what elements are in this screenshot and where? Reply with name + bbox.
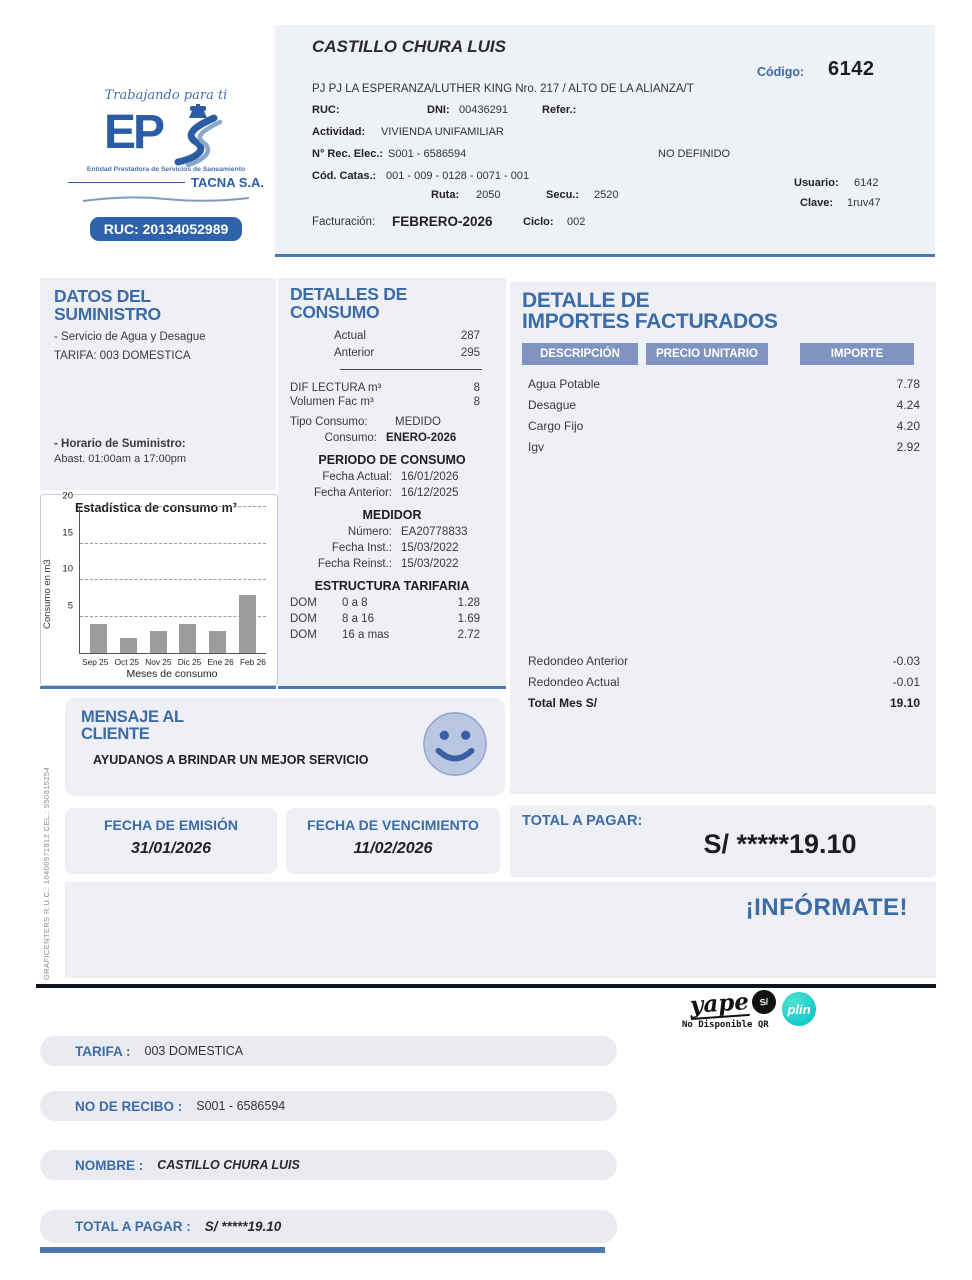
actividad-value: VIVIENDA UNIFAMILIAR: [381, 126, 504, 138]
fecha-anterior-value: 16/12/2025: [401, 486, 459, 499]
codigo-value: 6142: [828, 58, 875, 80]
consumo-value: ENERO-2026: [386, 431, 457, 444]
tipo-value: MEDIDO: [395, 415, 441, 428]
chart-bar: [179, 624, 196, 653]
numero-label: Número:: [347, 525, 392, 538]
anterior-value: 295: [460, 346, 480, 359]
tipo-consumo-row: [290, 416, 494, 428]
clave-value: 1ruv47: [847, 197, 881, 209]
reading-divider: [340, 369, 482, 370]
redondeo-actual-value: -0.01: [892, 675, 920, 689]
dif-lectura-row: [290, 382, 494, 394]
chart-ytick-label: 20: [62, 490, 73, 502]
consumption-chart: [40, 490, 278, 686]
row-desc: Cargo Fijo: [528, 418, 584, 433]
reading-anterior-row: [290, 347, 494, 359]
due-date-label: FECHA DE VENCIMIENTO: [307, 817, 479, 833]
row-importe: 2.92: [896, 439, 920, 454]
billed-title-line2: IMPORTES FACTURADOS: [522, 310, 778, 334]
chart-xticks: [79, 657, 269, 667]
row-desc: Igv: [528, 439, 545, 454]
footer-total-value: S/ *****19.10: [204, 1219, 282, 1234]
fecha-actual-row: [290, 471, 494, 483]
company-logo: [62, 88, 270, 241]
redondeo-actual-row: [522, 675, 924, 689]
chart-xtick-label: Oct 25: [114, 657, 140, 667]
ciclo-value: 002: [567, 216, 586, 228]
fecha-inst-row: [290, 542, 494, 554]
tarifa-row: [290, 597, 494, 609]
logo-company-name: TACNA S.A.: [191, 175, 264, 190]
vol-label: Volumen Fac m³: [290, 395, 374, 408]
billed-amounts-title: [522, 290, 924, 333]
refer-label: Refer.:: [542, 104, 577, 116]
facturacion-label: Facturación:: [312, 216, 376, 228]
chart-xlabel: Meses de consumo: [126, 668, 218, 680]
plin-logo: plin: [782, 992, 816, 1026]
supply-data-title: [54, 288, 262, 324]
footer-recibo-value: S001 - 6586594: [196, 1099, 286, 1113]
smiley-face-icon: [421, 710, 489, 783]
service-type: - Servicio de Agua y Desague: [54, 330, 206, 343]
footer-bar-total: [40, 1210, 617, 1243]
dni-label: DNI:: [427, 104, 450, 116]
chart-ytick-label: 5: [67, 600, 73, 611]
qr-unavailable-note: No Disponible QR: [682, 1020, 769, 1030]
yape-badge-icon: S/: [750, 988, 777, 1015]
redondeo-anterior-label: Redondeo Anterior: [528, 654, 629, 668]
tarifa-tipo: DOM: [290, 628, 317, 641]
chart-xtick-label: Dic 25: [177, 657, 202, 667]
logo-subtitle: Entidad Prestadora de Servicios de Saneamiento: [86, 166, 246, 173]
tarifa-tipo: DOM: [290, 612, 317, 625]
redondeo-anterior-value: -0.03: [892, 654, 920, 668]
estructura-title: ESTRUCTURA TARIFARIA: [314, 578, 470, 593]
horario-label: - Horario de Suministro:: [54, 437, 186, 450]
periodo-title: PERIODO DE CONSUMO: [318, 452, 466, 467]
table-row: [522, 440, 924, 454]
footer-nombre-label: NOMBRE :: [75, 1157, 144, 1173]
footer-nombre-value: CASTILLO CHURA LUIS: [157, 1158, 300, 1172]
total-to-pay-value: S/ *****19.10: [703, 829, 857, 859]
supply-data-panel: [40, 278, 276, 490]
informate-band: [65, 882, 936, 978]
total-mes-label: Total Mes S/: [528, 696, 598, 710]
total-to-pay-panel: [510, 805, 936, 877]
consumo-label: Consumo:: [324, 431, 377, 444]
row-importe: 4.20: [896, 418, 920, 433]
usuario-value: 6142: [854, 177, 879, 189]
supply-title-line1: DATOS DEL: [54, 286, 151, 306]
tarifa-row: [290, 629, 494, 641]
consumo-mes-row: [290, 432, 494, 444]
rounding-block: [522, 647, 924, 710]
clave-label: Clave:: [800, 197, 834, 209]
bottom-blue-strip: [40, 1247, 605, 1253]
actual-label: Actual: [334, 329, 366, 342]
actual-value: 287: [460, 329, 480, 342]
table-row: [522, 419, 924, 433]
chart-bar: [150, 631, 167, 653]
consumption-title-line2: CONSUMO: [290, 301, 380, 322]
customer-header-panel: [275, 25, 935, 257]
footer-total-label: TOTAL A PAGAR :: [75, 1219, 191, 1234]
tarifa-rango: 16 a mas: [342, 628, 390, 641]
informate-text: ¡INFÓRMATE!: [745, 894, 908, 921]
emission-date-label: FECHA DE EMISIÓN: [103, 817, 239, 833]
vol-value: 8: [473, 395, 480, 408]
customer-message-panel: [65, 698, 505, 796]
faucet-water-icon: [162, 104, 228, 173]
fecha-anterior-row: [290, 487, 494, 499]
reading-actual-row: [290, 330, 494, 342]
fecha-actual-label: Fecha Actual:: [322, 470, 392, 483]
chart-xtick-label: Feb 26: [239, 657, 266, 667]
chart-xtick-label: Nov 25: [145, 657, 172, 667]
numero-value: EA20778833: [401, 525, 468, 538]
tarifa-precio: 1.69: [457, 612, 480, 625]
chart-ytick-label: 15: [62, 527, 73, 538]
cod-catas-value: 001 - 009 - 0128 - 0071 - 001: [386, 170, 530, 182]
chart-title: Estadística de consumo m³: [75, 501, 237, 515]
dni-value: 00436291: [459, 104, 508, 116]
anterior-label: Anterior: [334, 346, 375, 359]
supply-title-line2: SUMINISTRO: [54, 303, 161, 324]
logo-slogan: Trabajando para ti: [104, 88, 228, 103]
codigo-label: Código:: [757, 65, 805, 79]
logo-eps: [62, 104, 270, 166]
middle-column-divider: [278, 686, 506, 689]
customer-address: PJ PJ LA ESPERANZA/LUTHER KING Nro. 217 / ALTO DE LA ALIANZA/T: [312, 83, 694, 95]
header-precio-unitario: PRECIO UNITARIO: [646, 343, 768, 365]
footer-bar-nombre: [40, 1150, 617, 1180]
header-descripcion: DESCRIPCIÓN: [522, 343, 638, 365]
fecha-inst-value: 15/03/2022: [401, 541, 459, 554]
footer-divider: [36, 984, 936, 988]
message-title-line1: MENSAJE AL: [81, 708, 184, 726]
horario-value: Abast. 01:00am a 17:00pm: [54, 452, 187, 465]
tarifa-precio: 2.72: [457, 628, 480, 641]
tarifa-row: [290, 613, 494, 625]
total-mes-row: [522, 696, 924, 710]
tipo-label: Tipo Consumo:: [290, 415, 368, 428]
emission-date-value: 31/01/2026: [130, 840, 212, 857]
medidor-numero-row: [290, 526, 494, 538]
consumption-title-line1: DETALLES DE: [290, 284, 407, 304]
fecha-reinst-label: Fecha Reinst.:: [317, 557, 392, 570]
message-title-line2: CLIENTE: [81, 724, 150, 743]
medidor-title: MEDIDOR: [362, 507, 422, 522]
fecha-anterior-label: Fecha Anterior:: [314, 486, 392, 499]
facturacion-value: FEBRERO-2026: [392, 214, 493, 229]
footer-tarifa-value: 003 DOMESTICA: [144, 1044, 244, 1058]
logo-eps-text: EP: [103, 106, 163, 159]
rec-elec-value: S001 - 6586594: [388, 148, 467, 160]
cod-catas-label: Cód. Catas.:: [312, 170, 377, 182]
ruc-label: RUC:: [312, 104, 340, 116]
row-importe: 7.78: [896, 376, 920, 391]
row-importe: 4.24: [896, 397, 920, 412]
total-to-pay-label: TOTAL A PAGAR:: [522, 813, 643, 829]
chart-bar: [239, 595, 256, 653]
dif-value: 8: [473, 381, 480, 394]
due-date-value: 11/02/2026: [353, 840, 433, 857]
actividad-label: Actividad:: [312, 126, 366, 138]
redondeo-anterior-row: [522, 654, 924, 668]
logo-wave-icon: [81, 195, 251, 203]
consumption-details-title: [290, 286, 494, 322]
fecha-inst-label: Fecha Inst.:: [331, 541, 392, 554]
row-desc: Agua Potable: [528, 376, 601, 391]
chart-plot: [79, 507, 266, 654]
footer-tarifa-label: TARIFA :: [75, 1043, 131, 1059]
rec-elec-label: N° Rec. Elec.:: [312, 148, 384, 160]
message-text: AYUDANOS A BRINDAR UN MEJOR SERVICIO: [93, 752, 369, 767]
logo-divider-line: [68, 182, 185, 183]
customer-name: CASTILLO CHURA LUIS: [312, 37, 506, 56]
tarifa-rango: 0 a 8: [342, 596, 368, 609]
emission-date-panel: [65, 808, 277, 874]
billed-amounts-panel: [510, 282, 936, 794]
chart-yticks: [53, 490, 75, 653]
no-definido: NO DEFINIDO: [658, 148, 731, 160]
footer-recibo-label: NO DE RECIBO :: [75, 1098, 183, 1114]
tarifa-rango: 8 a 16: [342, 612, 374, 625]
row-desc: Desague: [528, 397, 577, 412]
volumen-row: [290, 396, 494, 408]
chart-ytick-label: 10: [62, 563, 73, 575]
tarifa-line: TARIFA: 003 DOMESTICA: [54, 349, 191, 362]
secu-value: 2520: [594, 189, 619, 201]
ruta-label: Ruta:: [431, 189, 460, 201]
chart-bars: [80, 507, 266, 653]
tarifa-precio: 1.28: [457, 596, 480, 609]
chart-ylabel: Consumo en m3: [42, 559, 53, 629]
dif-label: DIF LECTURA m³: [290, 381, 382, 394]
company-ruc-badge: RUC: 20134052989: [90, 217, 243, 241]
total-mes-value: 19.10: [889, 696, 920, 710]
fecha-reinst-value: 15/03/2022: [401, 557, 459, 570]
due-date-panel: [286, 808, 500, 874]
header-importe: IMPORTE: [800, 343, 914, 365]
billed-title-line1: DETALLE DE: [522, 289, 650, 312]
yape-logo: yape: [689, 987, 750, 1020]
secu-label: Secu.:: [546, 189, 580, 201]
ruta-value: 2050: [476, 189, 501, 201]
billed-table-header: [522, 343, 924, 365]
table-row: [522, 398, 924, 412]
fecha-reinst-row: [290, 558, 494, 570]
logo-company-row: [62, 175, 270, 190]
usuario-label: Usuario:: [794, 177, 839, 189]
printer-credit: GRAFICENTERS R.U.C.: 10400971812 CEL.: 950815254: [42, 766, 51, 980]
footer-bar-recibo: [40, 1091, 617, 1121]
chart-bar: [90, 624, 107, 653]
chart-bar: [209, 631, 226, 653]
ciclo-label: Ciclo:: [523, 216, 554, 228]
chart-xtick-label: Sep 25: [82, 657, 109, 667]
table-row: [522, 377, 924, 391]
fecha-actual-value: 16/01/2026: [401, 470, 459, 483]
redondeo-actual-label: Redondeo Actual: [528, 675, 620, 689]
footer-bar-tarifa: [40, 1036, 617, 1066]
left-column-divider: [40, 686, 276, 689]
tarifa-tipo: DOM: [290, 596, 317, 609]
consumption-details-panel: [278, 278, 506, 686]
chart-xtick-label: Ene 26: [207, 657, 234, 667]
chart-bar: [120, 638, 137, 653]
